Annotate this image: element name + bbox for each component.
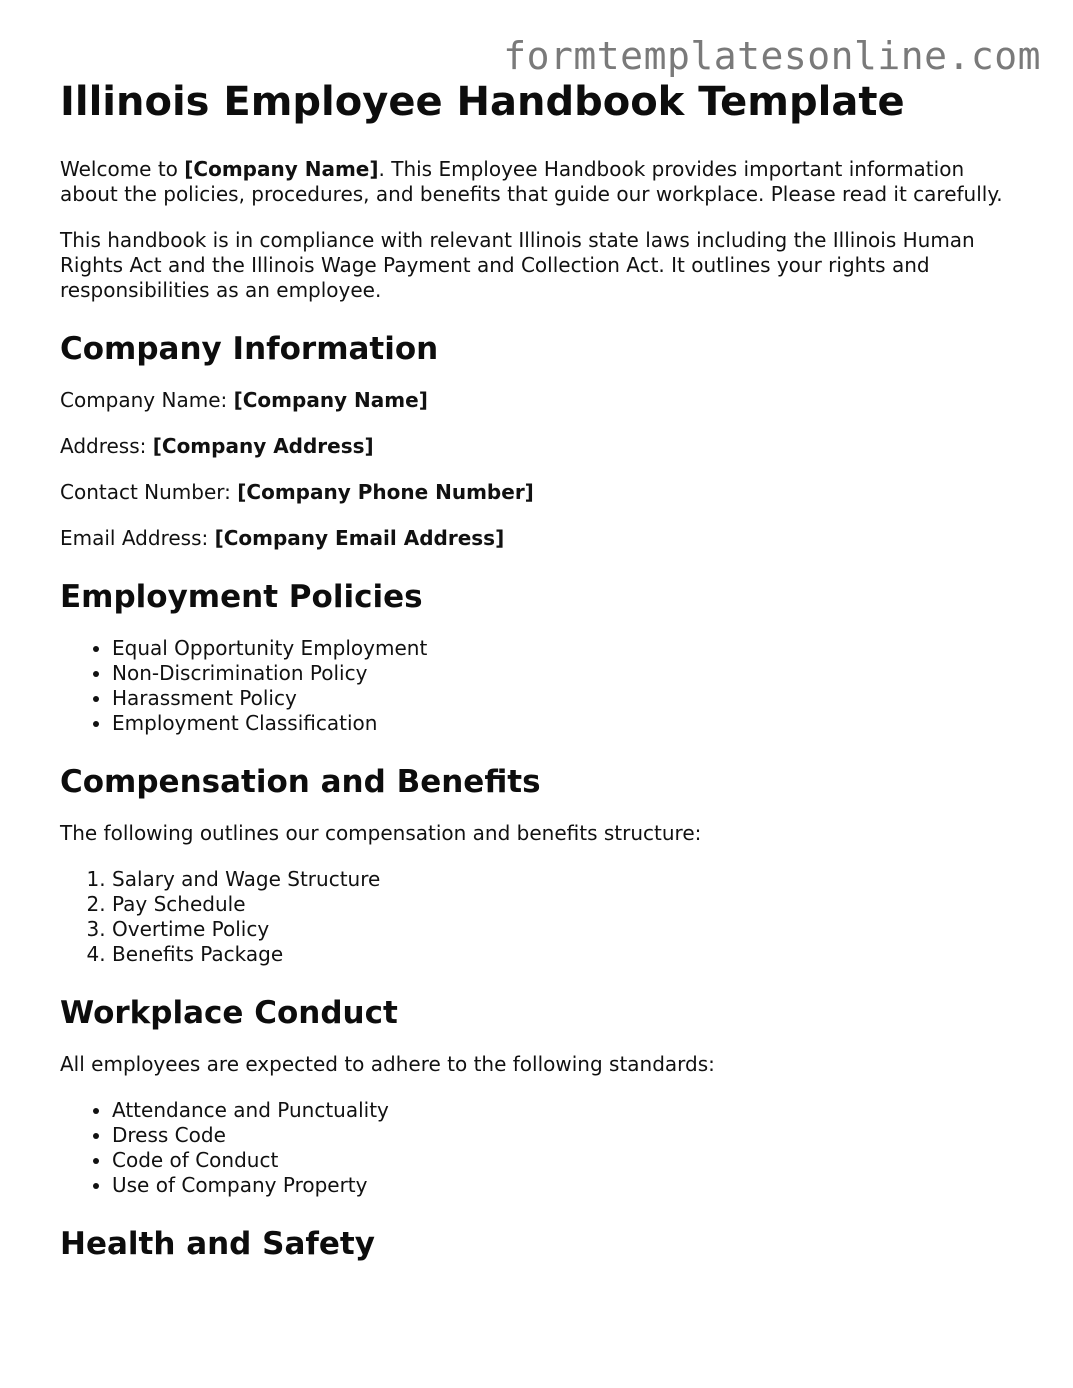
list-item: 4. Benefits Package bbox=[112, 942, 1020, 967]
list-item: • Non-Discrimination Policy bbox=[112, 661, 1020, 686]
list-item: • Use of Company Property bbox=[112, 1173, 1020, 1198]
welcome-prefix: Welcome to bbox=[60, 157, 185, 181]
list-item: • Code of Conduct bbox=[112, 1148, 1020, 1173]
field-label: Contact Number: bbox=[60, 480, 238, 504]
company-name-field bbox=[60, 388, 1020, 413]
field-value: [Company Name] bbox=[233, 388, 428, 412]
welcome-paragraph bbox=[60, 157, 1020, 207]
compensation-heading: Compensation and Benefits bbox=[60, 764, 541, 800]
employment-policies-list bbox=[60, 636, 1020, 736]
conduct-intro: All employees are expected to adhere to the following standards: bbox=[60, 1052, 715, 1076]
document-page bbox=[60, 78, 1020, 1283]
compensation-intro: The following outlines our compensation and benefits structure: bbox=[60, 821, 702, 845]
list-item: • Attendance and Punctuality bbox=[112, 1098, 1020, 1123]
watermark: formtemplatesonline.com bbox=[503, 34, 1041, 78]
field-value: [Company Phone Number] bbox=[237, 480, 534, 504]
list-item: • Harassment Policy bbox=[112, 686, 1020, 711]
list-item: 1. Salary and Wage Structure bbox=[112, 867, 1020, 892]
welcome-company-placeholder: [Company Name] bbox=[184, 157, 379, 181]
field-label: Email Address: bbox=[60, 526, 215, 550]
compliance-paragraph: This handbook is in compliance with relevant Illinois state laws including the Illinois Human Rights Act and the Illinois Wage Payment and Collection Act. It outlines your rights and responsibilities as an employee. bbox=[60, 228, 975, 302]
conduct-heading: Workplace Conduct bbox=[60, 995, 398, 1031]
field-label: Company Name: bbox=[60, 388, 234, 412]
field-value: [Company Address] bbox=[152, 434, 374, 458]
company-address-field bbox=[60, 434, 1020, 459]
company-email-field bbox=[60, 526, 1020, 551]
welcome-suffix: . This Employee Handbook provides important information about the policies, procedures, and benefits that guide our workplace. Please read it carefully. bbox=[60, 157, 1003, 206]
field-value: [Company Email Address] bbox=[214, 526, 505, 550]
conduct-list bbox=[60, 1098, 1020, 1198]
list-item: 3. Overtime Policy bbox=[112, 917, 1020, 942]
company-phone-field bbox=[60, 480, 1020, 505]
list-item: • Dress Code bbox=[112, 1123, 1020, 1148]
list-item: • Employment Classification bbox=[112, 711, 1020, 736]
list-item: 2. Pay Schedule bbox=[112, 892, 1020, 917]
list-item: • Equal Opportunity Employment bbox=[112, 636, 1020, 661]
company-info-heading: Company Information bbox=[60, 331, 439, 367]
document-title: Illinois Employee Handbook Template bbox=[60, 79, 905, 125]
health-safety-heading: Health and Safety bbox=[60, 1226, 375, 1262]
field-label: Address: bbox=[60, 434, 153, 458]
compensation-list bbox=[60, 867, 1020, 967]
employment-policies-heading: Employment Policies bbox=[60, 579, 423, 615]
